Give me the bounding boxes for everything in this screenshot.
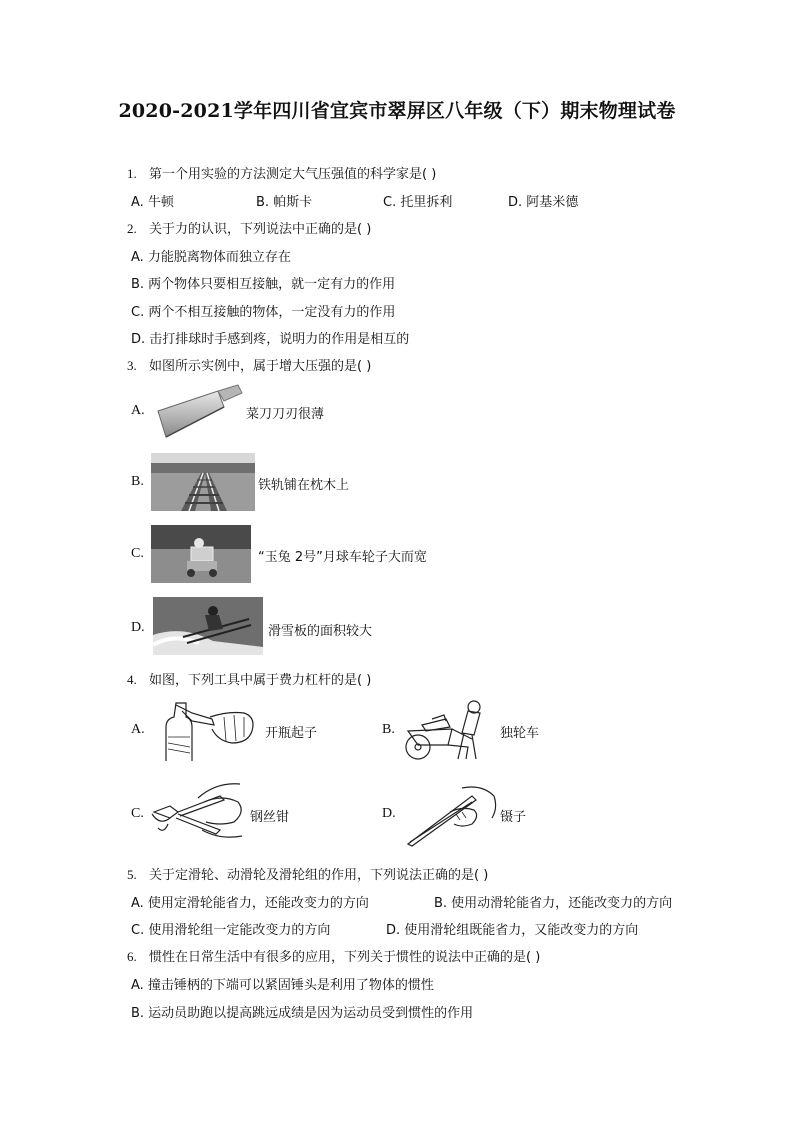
wheelbarrow-image xyxy=(402,695,498,763)
question-number: 6. xyxy=(127,949,137,964)
question-2 xyxy=(127,218,371,237)
option-c-label: C. xyxy=(131,806,144,821)
option-c-caption: 钢丝钳 xyxy=(250,810,290,825)
question-number: 1. xyxy=(127,166,137,181)
option-b-label: B. xyxy=(131,474,144,489)
option-d-label: D. xyxy=(382,806,396,821)
option-b: B. 两个物体只要相互接触，就一定有力的作用 xyxy=(131,277,396,292)
tweezers-image xyxy=(402,782,500,848)
skier-image xyxy=(153,597,263,655)
question-text: 如图所示实例中，属于增大压强的是( ) xyxy=(149,359,372,374)
bottle-opener-image xyxy=(152,697,262,763)
question-6 xyxy=(127,946,540,965)
railway-track-image xyxy=(151,453,255,511)
question-3 xyxy=(127,355,371,374)
option-b: B. 帕斯卡 xyxy=(256,195,313,210)
option-c-label: C. xyxy=(131,546,144,561)
cleaver-image xyxy=(152,381,244,441)
option-d-label: D. xyxy=(131,620,145,635)
lunar-rover-image xyxy=(151,525,251,583)
question-number: 3. xyxy=(127,358,137,373)
option-a-label: A. xyxy=(131,403,145,418)
option-b: B. 使用动滑轮能省力，还能改变力的方向 xyxy=(434,896,673,911)
option-a-caption: 开瓶起子 xyxy=(265,726,318,741)
question-text: 惯性在日常生活中有很多的应用，下列关于惯性的说法中正确的是( ) xyxy=(149,950,541,965)
page-title: 2020-2021学年四川省宜宾市翠屏区八年级（下）期末物理试卷 xyxy=(118,100,676,122)
option-c: C. 两个不相互接触的物体，一定没有力的作用 xyxy=(131,305,396,320)
pliers-image xyxy=(150,778,246,850)
option-c-caption: “玉兔 2号”月球车轮子大而宽 xyxy=(258,550,427,565)
option-c: C. 托里拆利 xyxy=(383,195,453,210)
question-text: 关于定滑轮、动滑轮及滑轮组的作用，下列说法正确的是( ) xyxy=(149,868,489,883)
option-b: B. 运动员助跑以提高跳远成绩是因为运动员受到惯性的作用 xyxy=(131,1006,474,1021)
question-5 xyxy=(127,864,488,883)
option-a: A. 撞击锤柄的下端可以紧固锤头是利用了物体的惯性 xyxy=(131,978,434,993)
option-d: D. 使用滑轮组既能省力，又能改变力的方向 xyxy=(386,923,639,938)
question-text: 关于力的认识，下列说法中正确的是( ) xyxy=(149,222,372,237)
option-a: A. 使用定滑轮能省力，还能改变力的方向 xyxy=(131,896,369,911)
option-b-caption: 独轮车 xyxy=(500,726,540,741)
question-number: 2. xyxy=(127,221,137,236)
option-a-caption: 菜刀刀刃很薄 xyxy=(246,407,325,422)
option-b-caption: 铁轨铺在枕木上 xyxy=(258,478,350,493)
option-a: A. 牛顿 xyxy=(131,195,174,210)
question-1 xyxy=(127,163,436,182)
question-text: 第一个用实验的方法测定大气压强值的科学家是( ) xyxy=(149,167,437,182)
question-number: 5. xyxy=(127,867,137,882)
option-b-label: B. xyxy=(382,722,395,737)
option-d-caption: 镊子 xyxy=(500,810,527,825)
option-d-caption: 滑雪板的面积较大 xyxy=(268,624,373,639)
question-4 xyxy=(127,669,371,688)
question-text: 如图，下列工具中属于费力杠杆的是( ) xyxy=(149,673,372,688)
option-d: D. 阿基米德 xyxy=(508,195,579,210)
option-a-label: A. xyxy=(131,722,145,737)
question-number: 4. xyxy=(127,672,137,687)
option-a: A. 力能脱离物体而独立存在 xyxy=(131,250,291,265)
option-c: C. 使用滑轮组一定能改变力的方向 xyxy=(131,923,331,938)
option-d: D. 击打排球时手感到疼，说明力的作用是相互的 xyxy=(131,332,410,347)
